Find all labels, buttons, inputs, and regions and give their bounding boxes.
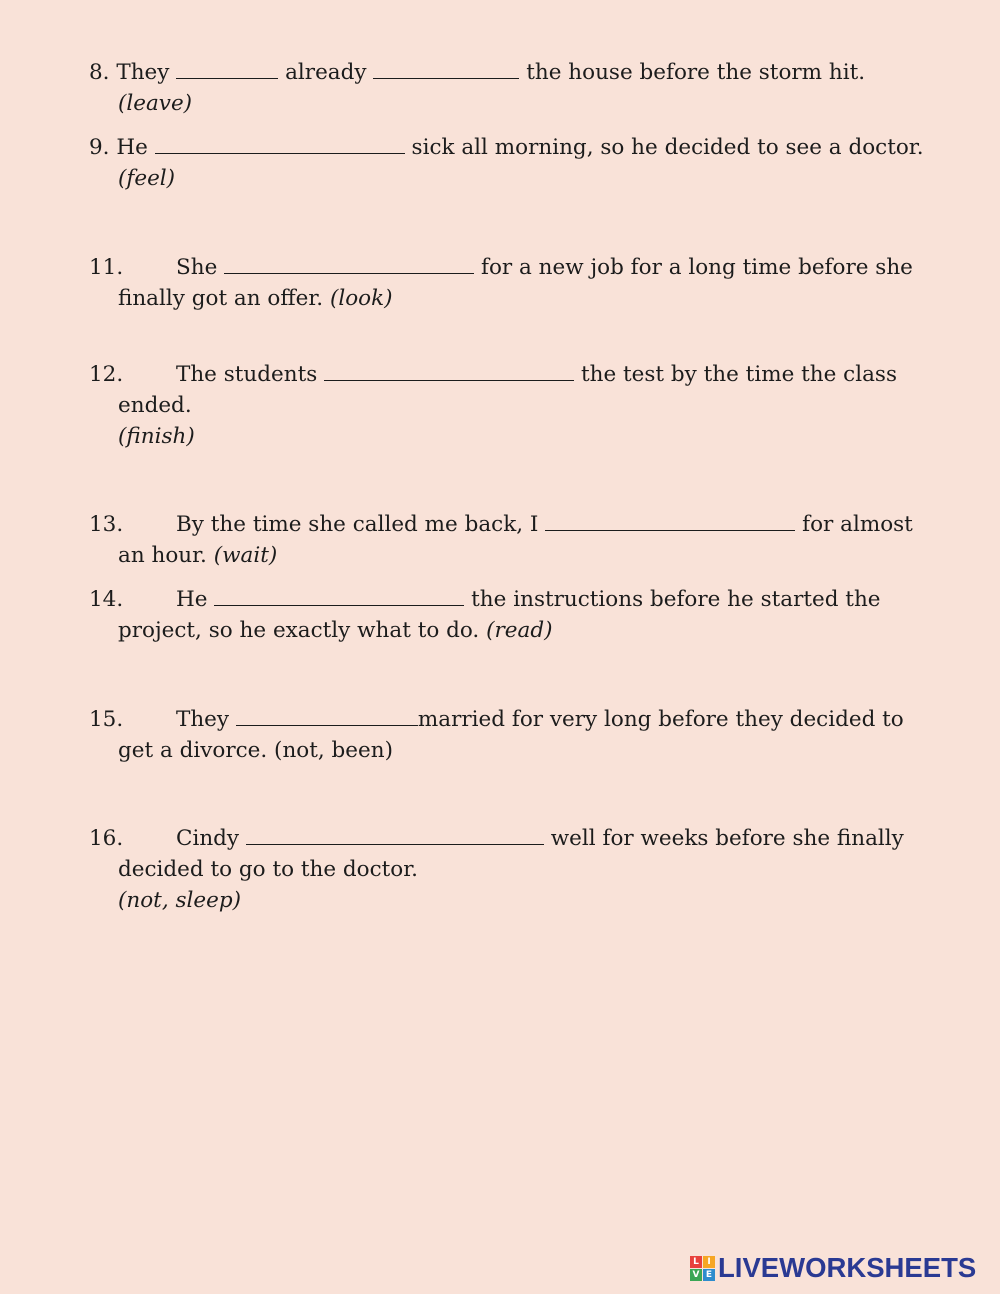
liveworksheets-logo[interactable]	[690, 1252, 976, 1284]
question-number: 16.	[89, 826, 124, 851]
question-12	[89, 359, 897, 452]
question-text: He	[176, 587, 208, 612]
answer-blank[interactable]	[236, 704, 418, 726]
answer-blank[interactable]	[545, 509, 795, 531]
question-text: the house before the storm hit.	[526, 60, 866, 85]
question-14	[89, 584, 881, 646]
question-text: the test by the time the class	[580, 362, 897, 387]
question-text: an hour.	[118, 543, 207, 568]
question-9	[89, 132, 924, 194]
question-number: 9.	[89, 135, 110, 160]
answer-blank[interactable]	[224, 252, 474, 274]
logo-icon	[690, 1256, 715, 1281]
logo-letter: V	[690, 1269, 702, 1281]
question-text: The students	[176, 362, 318, 387]
question-number: 11.	[89, 255, 124, 280]
verb-hint: (finish)	[118, 424, 195, 449]
question-text: married for very long before they decided to	[417, 707, 904, 732]
question-text: the instructions before he started the	[471, 587, 881, 612]
question-number: 13.	[89, 512, 124, 537]
answer-blank[interactable]	[214, 584, 464, 606]
question-text: sick all morning, so he decided to see a doctor.	[411, 135, 924, 160]
question-text: Cindy	[176, 826, 240, 851]
question-text: By the time she called me back, I	[176, 512, 539, 537]
logo-text: LIVEWORKSHEETS	[718, 1252, 977, 1283]
question-text: well for weeks before she finally	[550, 826, 904, 851]
answer-blank[interactable]	[176, 57, 278, 79]
logo-letter: E	[703, 1269, 715, 1281]
answer-blank[interactable]	[324, 359, 574, 381]
question-text: get a divorce. (not, been)	[118, 738, 393, 763]
answer-blank[interactable]	[155, 132, 405, 154]
question-text: He	[116, 135, 148, 160]
answer-blank[interactable]	[246, 823, 544, 845]
verb-hint: (look)	[329, 286, 393, 311]
question-text: They	[176, 707, 230, 732]
question-16	[89, 823, 904, 916]
logo-letter: I	[703, 1256, 715, 1268]
question-8	[89, 57, 865, 119]
question-text: already	[285, 60, 367, 85]
verb-hint: (not, sleep)	[118, 888, 241, 913]
question-text: for almost	[802, 512, 913, 537]
question-text: project, so he exactly what to do.	[118, 618, 480, 643]
verb-hint: (wait)	[213, 543, 278, 568]
question-text: They	[116, 60, 170, 85]
question-number: 8.	[89, 60, 110, 85]
verb-hint: (feel)	[118, 166, 176, 191]
question-number: 12.	[89, 362, 124, 387]
question-text: for a new job for a long time before she	[481, 255, 913, 280]
answer-blank[interactable]	[373, 57, 519, 79]
question-text: She	[176, 255, 218, 280]
question-15	[89, 704, 904, 766]
question-number: 14.	[89, 587, 124, 612]
verb-hint: (leave)	[118, 91, 193, 116]
question-13	[89, 509, 913, 571]
question-number: 15.	[89, 707, 124, 732]
question-text: finally got an offer.	[118, 286, 324, 311]
question-text: ended.	[118, 393, 192, 418]
question-11	[89, 252, 913, 314]
question-text: decided to go to the doctor.	[118, 857, 418, 882]
verb-hint: (read)	[486, 618, 553, 643]
logo-letter: L	[690, 1256, 702, 1268]
